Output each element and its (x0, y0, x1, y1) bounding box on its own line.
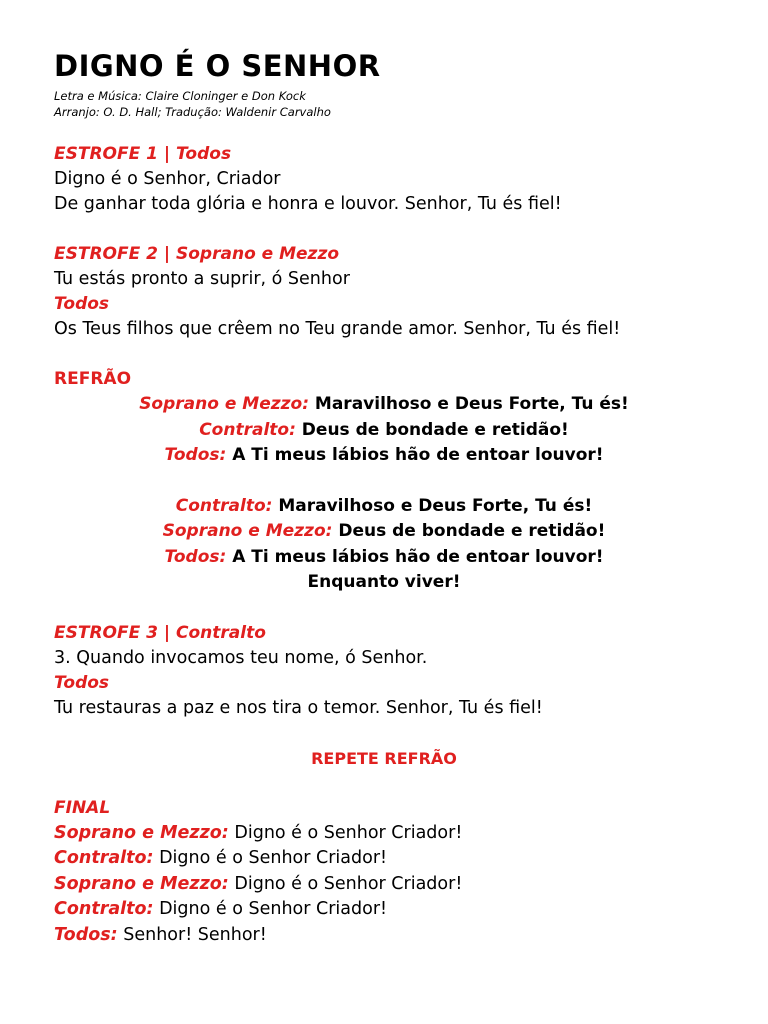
estrofe-3-todos-label: Todos (54, 672, 110, 693)
song-title: DIGNO É O SENHOR (54, 49, 381, 83)
final-text: Digno é o Senhor Criador! (153, 848, 388, 868)
refrao-text: Maravilhoso e Deus Forte, Tu és! (314, 394, 629, 414)
refrao-line (54, 443, 714, 469)
estrofe-2-line: Tu estás pronto a suprir, ó Senhor (54, 269, 350, 289)
estrofe-3-line: Tu restauras a paz e nos tira o temor. Senhor, Tu és fiel! (54, 697, 543, 718)
final-line (54, 897, 714, 923)
estrofe-1-heading: ESTROFE 1 | Todos (54, 144, 232, 164)
final-line (54, 872, 714, 898)
refrao-text: Deus de bondade e retidão! (301, 419, 569, 440)
role-label: Todos: (164, 445, 227, 465)
refrao-text: Deus de bondade e retidão! (338, 521, 606, 541)
refrao-line (54, 519, 714, 545)
role-label: Contralto: (54, 848, 154, 868)
final-line (54, 821, 714, 847)
role-label: Todos: (164, 546, 227, 567)
refrao-text: Maravilhoso e Deus Forte, Tu és! (278, 495, 593, 516)
credit-arrangement: Arranjo: O. D. Hall; Tradução: Waldenir Carvalho (54, 105, 331, 119)
credit-lyrics-music: Letra e Música: Claire Cloninger e Don Kock (54, 89, 306, 103)
repete-refrao: REPETE REFRÃO (311, 748, 457, 768)
estrofe-3-line: 3. Quando invocamos teu nome, ó Senhor. (54, 647, 428, 668)
final-text: Digno é o Senhor Criador! (153, 899, 388, 919)
final-heading: FINAL (54, 797, 111, 818)
estrofe-2-todos-label: Todos (54, 294, 110, 314)
estrofe-1-line: Digno é o Senhor, Criador (54, 169, 281, 189)
refrao-line (54, 494, 714, 520)
final-line (54, 846, 714, 872)
role-label: Soprano e Mezzo: (162, 521, 333, 541)
role-label: Todos: (54, 924, 118, 945)
final-text: Digno é o Senhor Criador! (228, 873, 463, 894)
role-label: Contralto: (199, 419, 296, 440)
estrofe-2-line: Os Teus filhos que crêem no Teu grande amor. Senhor, Tu és fiel! (54, 319, 621, 339)
song-sheet (54, 44, 714, 948)
role-label: Soprano e Mezzo: (54, 873, 229, 894)
estrofe-3-heading: ESTROFE 3 | Contralto (54, 622, 266, 643)
estrofe-2-heading: ESTROFE 2 | Soprano e Mezzo (54, 244, 340, 264)
refrao-closing: Enquanto viver! (307, 572, 461, 592)
refrao-line (54, 545, 714, 571)
refrao-text: A Ti meus lábios hão de entoar louvor! (232, 445, 604, 465)
refrao-text: A Ti meus lábios hão de entoar louvor! (232, 546, 604, 567)
role-label: Soprano e Mezzo: (139, 394, 309, 414)
final-text: Senhor! Senhor! (117, 924, 267, 945)
role-label: Contralto: (54, 899, 154, 919)
final-text: Digno é o Senhor Criador! (228, 822, 463, 843)
estrofe-1-line: De ganhar toda glória e honra e louvor. Senhor, Tu és fiel! (54, 194, 562, 214)
role-label: Soprano e Mezzo: (54, 822, 229, 843)
role-label: Contralto: (175, 495, 273, 516)
final-line (54, 923, 714, 949)
refrao-line (54, 392, 714, 418)
refrao-line (54, 418, 714, 444)
refrao-heading: REFRÃO (54, 369, 132, 389)
